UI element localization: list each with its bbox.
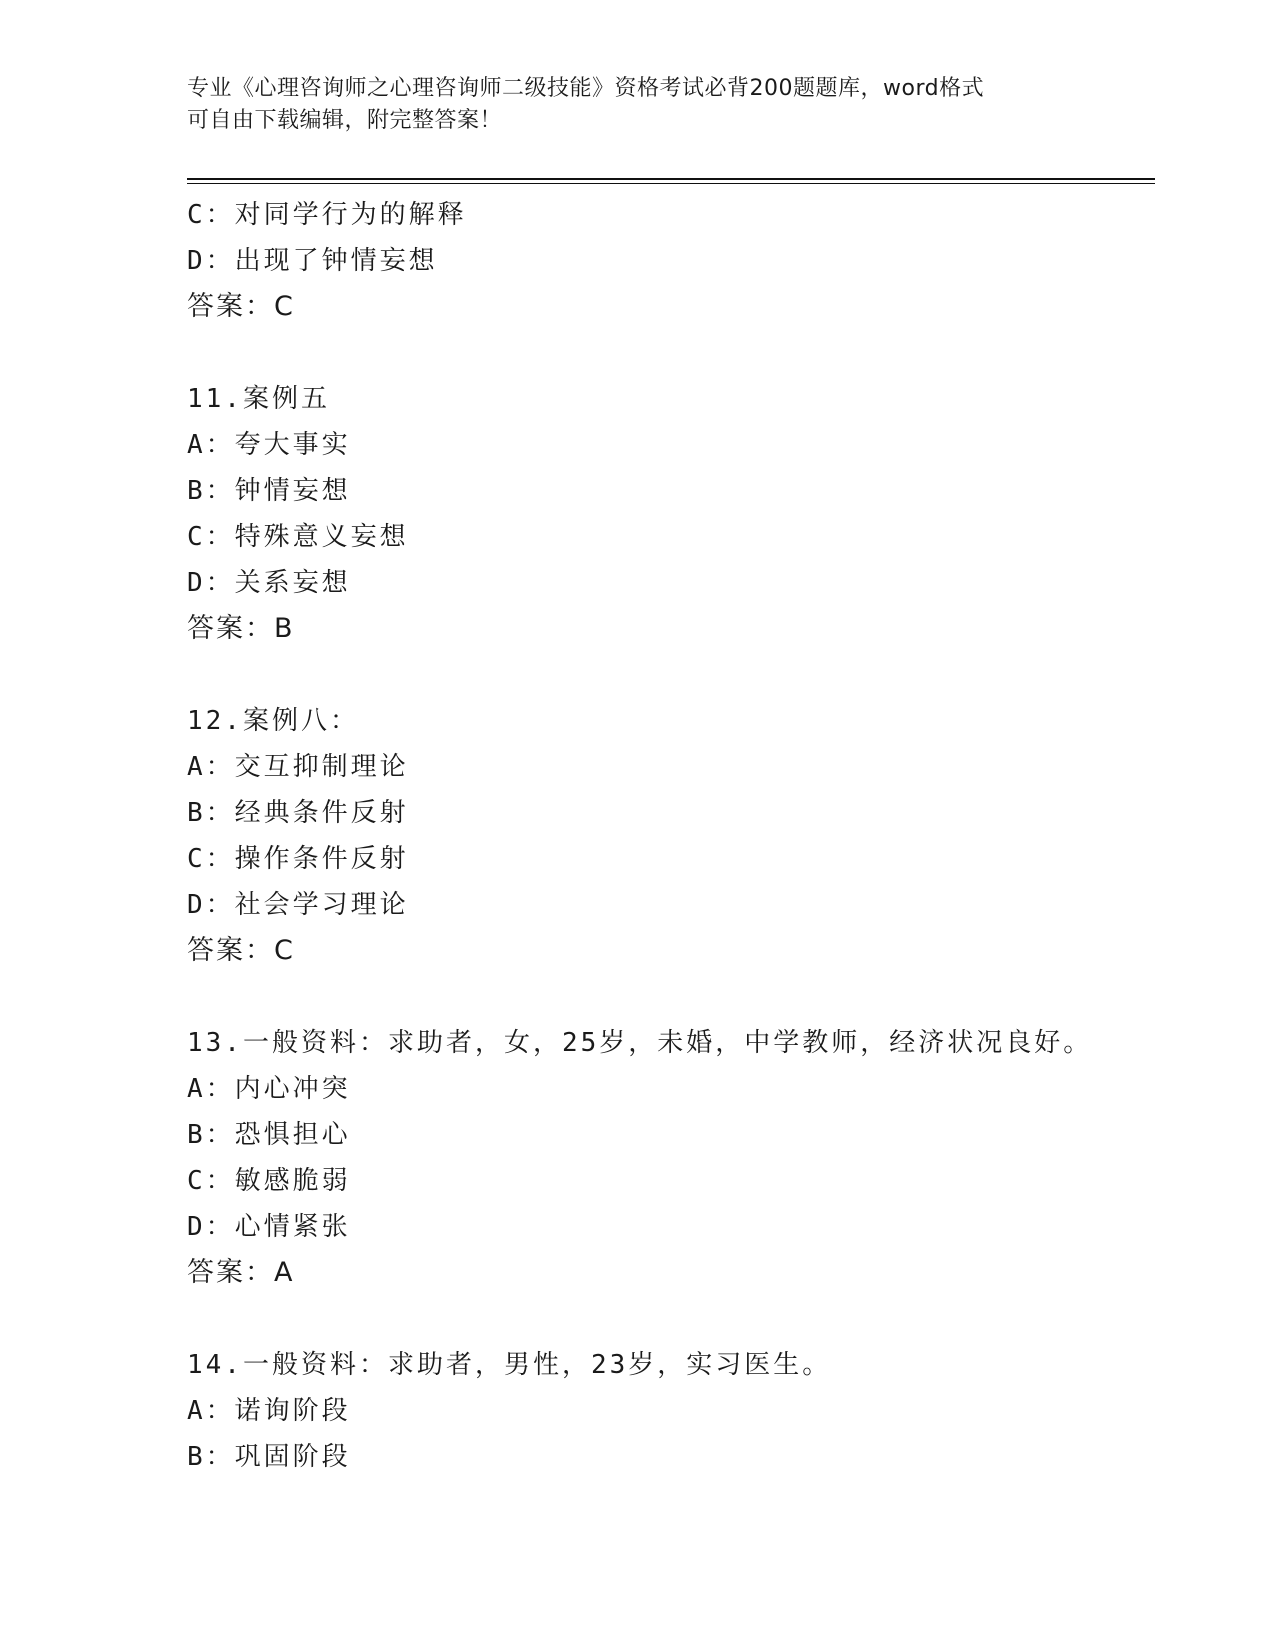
option-c: C：操作条件反射 [187, 844, 409, 874]
question-title: 13.一般资料：求助者，女，25岁，未婚，中学教师，经济状况良好。 [187, 1028, 1093, 1058]
header-divider-thick [187, 178, 1155, 180]
answer-line: 答案：C [187, 935, 295, 966]
option-a: A：内心冲突 [187, 1074, 351, 1104]
document-header [187, 73, 1107, 137]
question-12 [187, 698, 1155, 974]
option-c: C：特殊意义妄想 [187, 522, 409, 552]
question-13 [187, 1020, 1155, 1296]
option-a: A：诺询阶段 [187, 1396, 351, 1426]
question-title: 11.案例五 [187, 384, 330, 414]
answer-line: 答案：C [187, 291, 295, 322]
spacer [187, 974, 1155, 1020]
option-d: D：关系妄想 [187, 568, 351, 598]
option-d: D：出现了钟情妄想 [187, 246, 438, 276]
question-title: 14.一般资料：求助者，男性，23岁，实习医生。 [187, 1350, 832, 1380]
option-d: D：心情紧张 [187, 1212, 351, 1242]
option-b: B：巩固阶段 [187, 1442, 351, 1472]
answer-line: 答案：B [187, 613, 295, 644]
question-list [187, 192, 1155, 1480]
header-title-line-1: 专业《心理咨询师之心理咨询师二级技能》资格考试必背200题题库，word格式 [187, 76, 985, 101]
question-11 [187, 376, 1155, 652]
option-a: A：夸大事实 [187, 430, 351, 460]
spacer [187, 1296, 1155, 1342]
answer-line: 答案：A [187, 1257, 295, 1288]
option-d: D：社会学习理论 [187, 890, 409, 920]
question-title: 12.案例八： [187, 706, 359, 736]
option-c: C：敏感脆弱 [187, 1166, 351, 1196]
header-divider-thin [187, 183, 1155, 184]
header-title-line-2: 可自由下载编辑，附完整答案！ [187, 108, 503, 133]
option-b: B：经典条件反射 [187, 798, 409, 828]
spacer [187, 652, 1155, 698]
spacer [187, 330, 1155, 376]
option-b: B：恐惧担心 [187, 1120, 351, 1150]
question-14 [187, 1342, 1155, 1480]
option-c: C：对同学行为的解释 [187, 200, 467, 230]
option-a: A：交互抑制理论 [187, 752, 409, 782]
option-b: B：钟情妄想 [187, 476, 351, 506]
